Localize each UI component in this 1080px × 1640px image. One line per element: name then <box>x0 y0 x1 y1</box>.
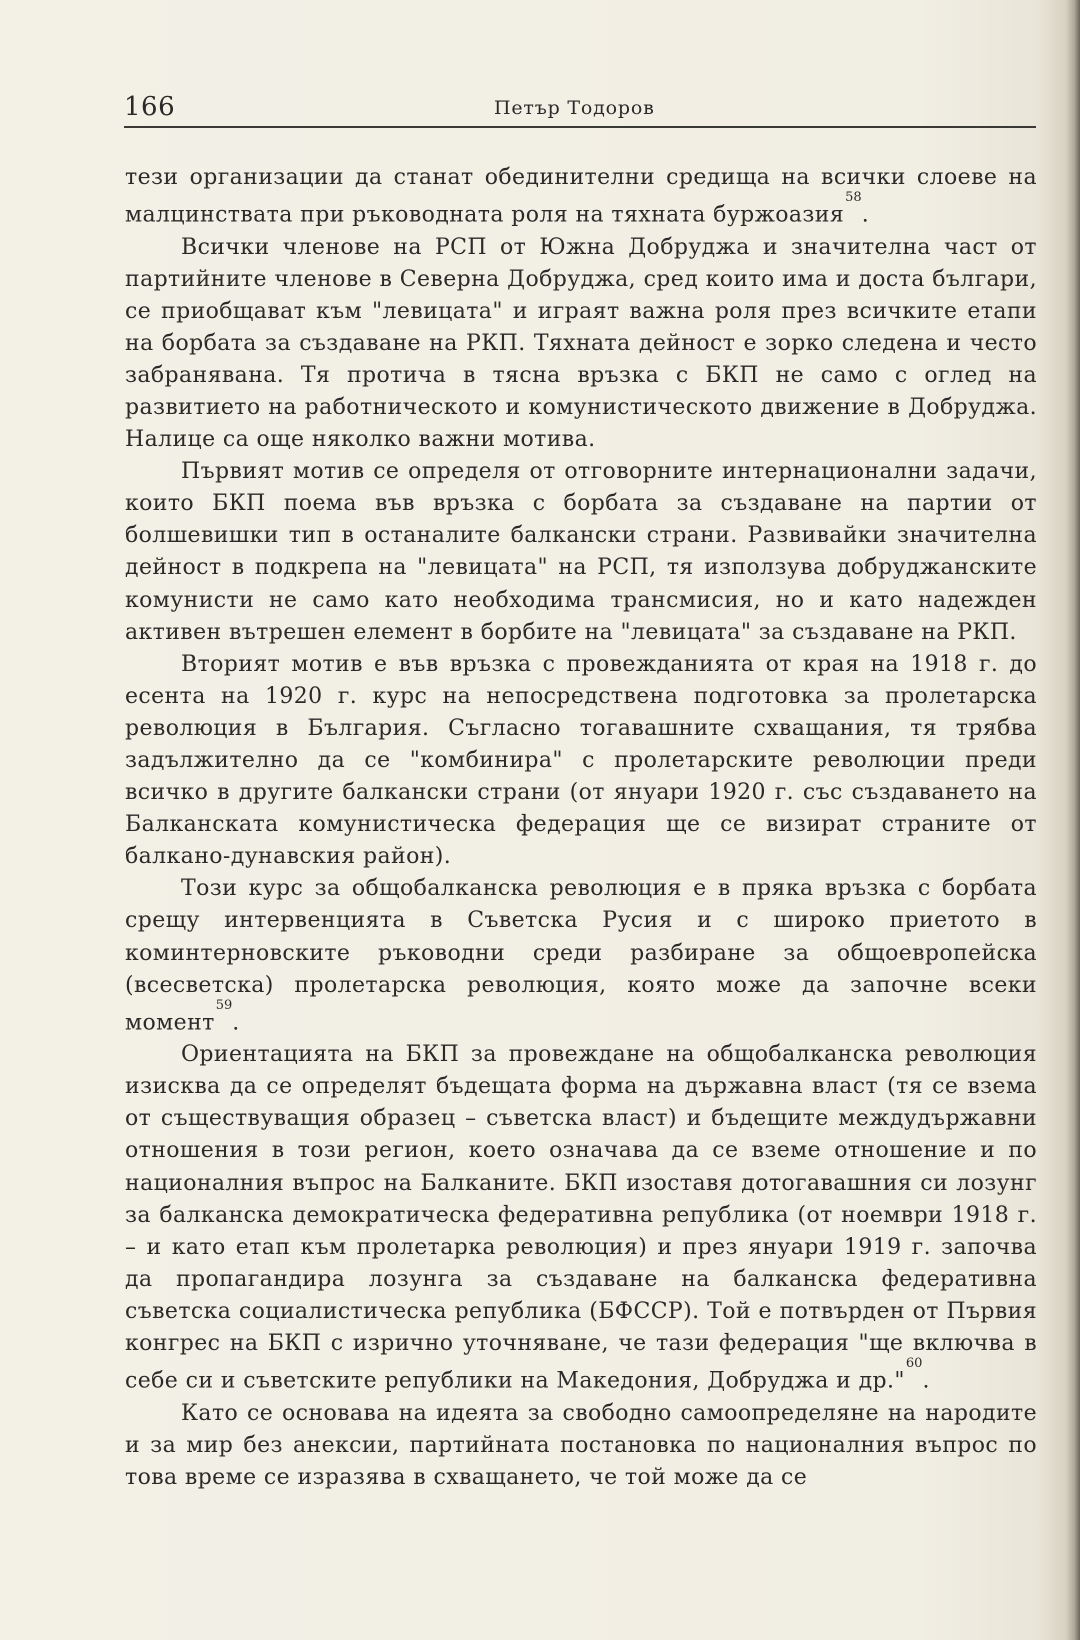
running-head: Петър Тодоров <box>494 97 655 119</box>
paragraph: Първият мотив се определя от отговорните интернационални задачи, които БКП поема във връзка с борбата за създаване на партии от болшевишки тип в останалите балкански страни. Развивайки значителна дейност в подкрепа на "левицата" на РСП, тя използува добруджанските комунисти не само като необходима трансмисия, но и като надежден активен вътрешен елемент в борбите на "левицата" за създаване на РКП. <box>125 459 1037 645</box>
body-text <box>125 162 1037 1494</box>
page-edge-shadow <box>1066 0 1080 1640</box>
paragraph: Като се основава на идеята за свободно самоопределяне на народите и за мир без анексии, партийната постановка по националния въпрос по това време се изразява в схващането, че той може да се <box>125 1400 1037 1490</box>
paragraph: Ориентацията на БКП за провеждане на общобалканска революция изисква да се определят бъдещата форма на държавна власт (тя се взема от съществуващия образец – съветска власт) и бъдещите междудържавни отношения в този регион, което означава да се вземе отношение и по националния въпрос на Балканите. БКП изоставя дотогавашния си лозунг за балканска демократическа федеративна република (от ноември 1918 г. – и като етап към пролетарка революция) и през януари 1919 г. започва да пропагандира лозунга за създаване на балканска федеративна съветска социалистическа република (БФССР). Той е потвърден от Първия конгрес на БКП с изрично уточняване, че тази федерация "ще включва в себе си и съветските републики на Македония, Добруджа и др."$^{60}$. <box>125 1042 1037 1394</box>
footnote-ref: 59 <box>215 997 233 1013</box>
paragraph: тези организации да станат обединителни средища на всички слоеве на малцинствата при ръководната роля на тяхната буржоазия$^{58}$. <box>125 165 1037 228</box>
paragraph: Вторият мотив е във връзка с провежданията от края на 1918 г. до есента на 1920 г. курс на непосредствена подготовка за пролетарска революция в България. Съгласно тогавашните схващания, тя трябва задължително да се "комбинира" с пролетарските революции преди всичко в другите балкански страни (от януари 1920 г. със създаването на Балканската комунистическа федерация ще се визират страните от балкано-дунавския район). <box>125 651 1037 870</box>
footnote-ref: 60 <box>905 1356 923 1372</box>
footnote-ref: 58 <box>845 190 862 206</box>
header-rule <box>124 126 1036 128</box>
page-number: 166 <box>124 92 176 122</box>
paragraph: Този курс за общобалканска революция е в пряка връзка с борбата срещу интервенцията в Съветска Русия и с широко приетото в коминтерновските ръководни среди разбиране за общоевропейска (всесветска) пролетарска революция, която може да започне всеки момент$^{59}$. <box>125 876 1037 1036</box>
paragraph: Всички членове на РСП от Южна Добруджа и значителна част от партийните членове в Северна Добруджа, сред които има и доста българи, се приобщават към "левицата" и играят важна роля през всичките етапи на борбата за създаване на РКП. Тяхната дейност е зорко следена и често забранявана. Тя протича в тясна връзка с БКП не само с оглед на развитието на работническото и комунистическото движение в Добруджа. Налице са още няколко важни мотива. <box>125 234 1037 453</box>
